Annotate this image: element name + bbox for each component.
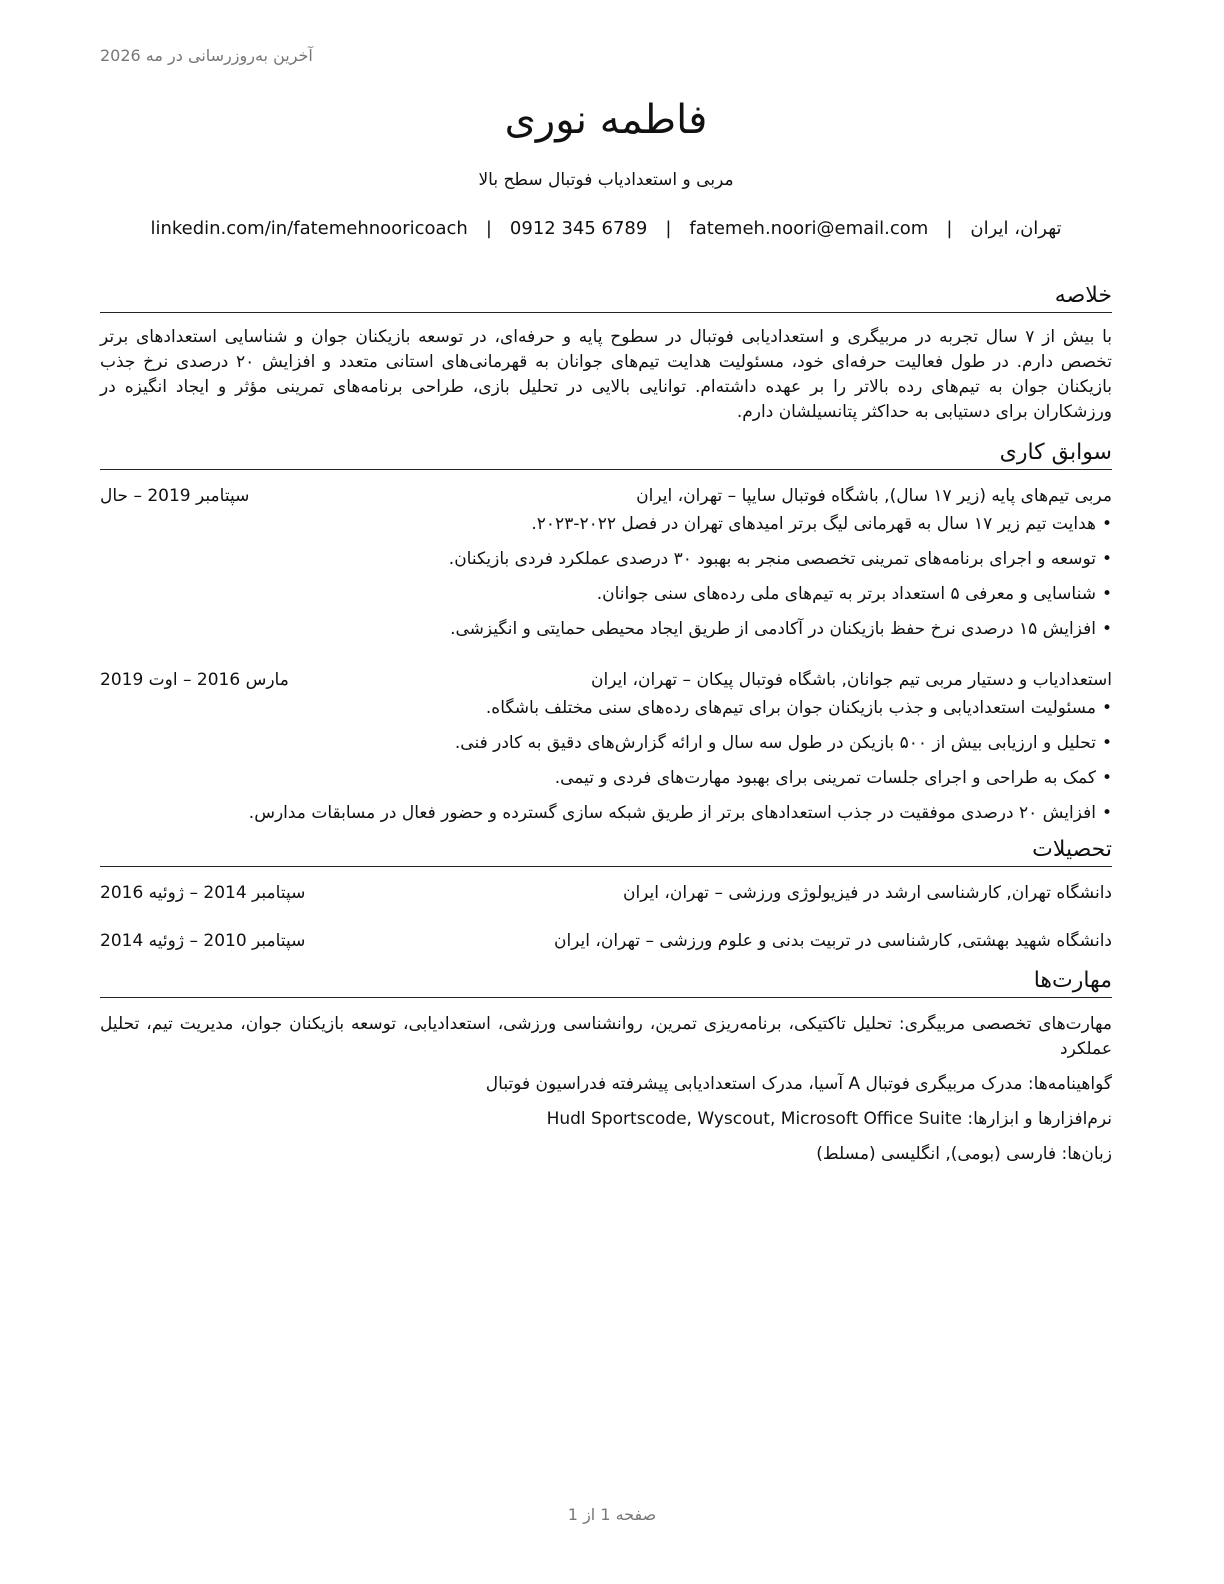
job-bullets xyxy=(100,696,1112,826)
skill-line-certificates: گواهینامه‌ها: مدرک مربیگری فوتبال A آسیا، مدرک استعدادیابی پیشرفته فدراسیون فوتبال xyxy=(485,1074,1112,1094)
skill-line-languages: زبان‌ها: فارسی (بومی), انگلیسی (مسلط) xyxy=(816,1144,1112,1164)
job-date: سپتامبر 2019 – حال xyxy=(100,486,250,506)
skill-line-expertise: مهارت‌های تخصصی مربیگری: تحلیل تاکتیکی، برنامه‌ریزی تمرین، روانشناسی ورزشی، استعدادیابی، توسعه بازیکنان جوان، مدیریت تیم، تحلیل عملکرد xyxy=(100,1014,1112,1059)
job-bullet xyxy=(100,547,1112,572)
skills-heading: مهارت‌ها xyxy=(100,967,1112,998)
bullet-icon: • xyxy=(1101,619,1112,639)
job-bullet xyxy=(100,696,1112,721)
candidate-title: مربی و استعدادیاب فوتبال سطح بالا xyxy=(478,170,734,190)
education-date: سپتامبر 2010 – ژوئیه 2014 xyxy=(100,931,306,951)
job-header xyxy=(100,668,1112,692)
skill-line-software: نرم‌افزارها و ابزارها: Hudl Sportscode, Wyscout, Microsoft Office Suite xyxy=(546,1109,1112,1129)
job-title: مربی تیم‌های پایه (زیر ۱۷ سال), باشگاه فوتبال سایپا – تهران، ایران xyxy=(636,486,1112,506)
job-bullet xyxy=(100,617,1112,642)
experience-heading: سوابق کاری xyxy=(100,439,1112,470)
contact-separator: | xyxy=(485,218,492,239)
summary-text: با بیش از ۷ سال تجربه در مربیگری و استعدادیابی فوتبال در سطوح پایه و حرفه‌ای، در توسعه بازیکنان جوان و شناسایی استعدادهای برتر تخصص دارم. در طول فعالیت حرفه‌ای خود، مسئولیت هدایت تیم‌های جوانان به قهرمانی‌های استانی متعدد و افزایش ۲۰ درصدی نرخ جذب بازیکنان جوان به تیم‌های رده بالاتر را بر عهده داشته‌ام. توانایی بالایی در تحلیل بازی، طراحی برنامه‌های تمرینی مؤثر و ایجاد انگیزه در ورزشکاران برای دستیابی به حداکثر پتانسیلشان دارم. xyxy=(100,327,1112,422)
bullet-text: هدایت تیم زیر ۱۷ سال به قهرمانی لیگ برتر امیدهای تهران در فصل ۲۰۲۲-۲۰۲۳. xyxy=(531,514,1096,534)
experience-section xyxy=(100,439,1112,826)
bullet-text: تحلیل و ارزیابی بیش از ۵۰۰ بازیکن در طول سه سال و ارائه گزارش‌های دقیق به کادر فنی. xyxy=(454,733,1096,753)
bullet-text: مسئولیت استعدادیابی و جذب بازیکنان جوان برای تیم‌های رده‌های سنی مختلف باشگاه. xyxy=(485,698,1096,718)
bullet-text: توسعه و اجرای برنامه‌های تمرینی تخصصی منجر به بهبود ۳۰ درصدی عملکرد فردی بازیکنان. xyxy=(448,549,1096,569)
contact-location: تهران، ایران xyxy=(970,218,1062,239)
education-section xyxy=(100,836,1112,953)
bullet-icon: • xyxy=(1101,514,1112,534)
bullet-text: کمک به طراحی و اجرای جلسات تمرینی برای بهبود مهارت‌های فردی و تیمی. xyxy=(554,768,1096,788)
candidate-name: فاطمه نوری xyxy=(504,97,708,143)
skills-section xyxy=(100,967,1112,1167)
bullet-icon: • xyxy=(1101,549,1112,569)
contact-line xyxy=(100,216,1112,242)
bullet-text: شناسایی و معرفی ۵ استعداد برتر به تیم‌های ملی رده‌های سنی جوانان. xyxy=(596,584,1096,604)
job-title: استعدادیاب و دستیار مربی تیم جوانان, باشگاه فوتبال پیکان – تهران، ایران xyxy=(591,670,1112,690)
contact-separator: | xyxy=(946,218,953,239)
job-entry xyxy=(100,484,1112,642)
summary-section xyxy=(100,282,1112,425)
bullet-icon: • xyxy=(1101,768,1112,788)
page-number: صفحه 1 از 1 xyxy=(567,1505,657,1524)
job-bullet xyxy=(100,766,1112,791)
job-header xyxy=(100,484,1112,508)
job-bullet xyxy=(100,731,1112,756)
job-bullet xyxy=(100,512,1112,537)
summary-heading: خلاصه xyxy=(100,282,1112,313)
bullet-icon: • xyxy=(1101,584,1112,604)
last-updated-note: آخرین به‌روزرسانی در مه 2026 xyxy=(100,46,313,65)
education-heading: تحصیلات xyxy=(100,836,1112,867)
bullet-icon: • xyxy=(1101,803,1112,823)
education-degree: دانشگاه شهید بهشتی, کارشناسی در تربیت بدنی و علوم ورزشی – تهران، ایران xyxy=(553,931,1112,951)
resume-page xyxy=(100,88,1112,1167)
job-entry xyxy=(100,668,1112,826)
education-entry xyxy=(100,881,1112,905)
job-bullets xyxy=(100,512,1112,642)
job-bullet xyxy=(100,582,1112,607)
education-degree: دانشگاه تهران, کارشناسی ارشد در فیزیولوژی ورزشی – تهران، ایران xyxy=(622,883,1112,903)
contact-email[interactable]: fatemeh.noori@email.com xyxy=(689,218,929,239)
education-date: سپتامبر 2014 – ژوئیه 2016 xyxy=(100,883,306,903)
bullet-text: افزایش ۲۰ درصدی موفقیت در جذب استعدادهای برتر از طریق شبکه سازی گسترده و حضور فعال در مسابقات مدارس. xyxy=(248,803,1096,823)
contact-separator: | xyxy=(665,218,672,239)
bullet-text: افزایش ۱۵ درصدی نرخ حفظ بازیکنان در آکادمی از طریق ایجاد محیطی حمایتی و انگیزشی. xyxy=(450,619,1096,639)
contact-linkedin[interactable]: linkedin.com/in/fatemehnooricoach xyxy=(150,218,468,239)
job-date: مارس 2016 – اوت 2019 xyxy=(100,670,289,690)
education-entry xyxy=(100,929,1112,953)
contact-phone[interactable]: 0912 345 6789 xyxy=(509,218,648,239)
bullet-icon: • xyxy=(1101,698,1112,718)
bullet-icon: • xyxy=(1101,733,1112,753)
job-bullet xyxy=(100,801,1112,826)
